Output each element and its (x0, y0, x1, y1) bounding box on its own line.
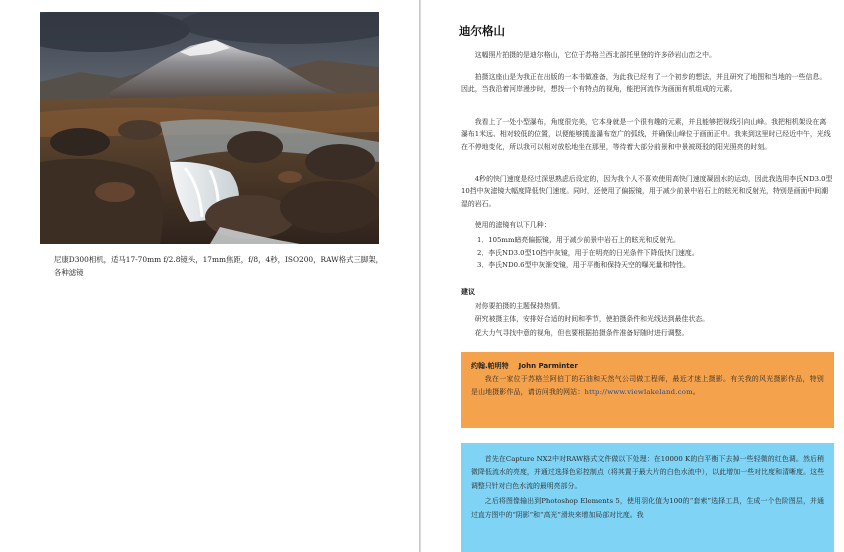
author-bio (471, 373, 824, 399)
processing-paragraph: 之后将图像输出到Photoshop Elements 5，使用羽化值为100的“套索”选择工具，生成一个色阶图层，并通过直方图中的“阴影”和“高光”滑块来增加局部对比度。我 (471, 497, 824, 519)
author-name-en: John Parminter (518, 362, 578, 370)
author-bio-end: 。 (692, 388, 700, 396)
photo-caption: 尼康D300相机，适马17-70mm f/2.8镜头，17mm焦距，f/8，4秒，ISO200，RAW格式三脚架，各种滤镜 (54, 255, 384, 278)
author-bio-text: 我在一家位于苏格兰阿伯丁的石油和天然气公司做工程师，最近才迷上摄影。有关我的风光摄影作品，特别是山地摄影作品，请访问我的网站： (471, 375, 824, 396)
body-paragraph: 我看上了一处小型瀑布，角度很完美，它本身就是一个很有趣的元素，并且能够把视线引向山峰。我把相机架设在离瀑布1米远、相对较低的位置，以便能够揽盖瀑布宽广的弧线，并确保山峰位于画面正中。我来到这里时已经近中午，光线在不停地变化，所以我可以相对放松地坐在那里，等待着大部分前景和中景被斑驳的阳光照亮的时刻。 (461, 118, 831, 151)
processing-paragraph: 首先在Capture NX2中对RAW格式文件做以下处理：在10000 K的白平衡下去掉一些轻微的红色调。然后稍微降低流水的亮度，并通过选择色彩控制点（将其置于最大片的白色水流中），以此增加一些对比度和清晰度。这些调整只针对白色水流的最明亮部分。 (471, 455, 824, 490)
author-box (461, 352, 834, 428)
processing-box (461, 443, 834, 552)
filters-intro: 使用的滤镜有以下几种： (474, 221, 551, 229)
list-item: 1．105mm暗亮偏振镜，用于减少前景中岩石上的眩光和反射光。 (477, 236, 680, 244)
body-paragraph: 4秒的快门速度是经过深思熟虑后设定的，因为我个人不喜欢使用高快门速度凝固水的运动，因此我选用李氏ND3.0型10挡中灰滤镜大幅度降低快门速度。同时，还使用了偏振镜，用于减少前景中岩石上的眩光和反射光，特别是画面中间潮湿的岩石。 (461, 175, 833, 208)
photo-illustration (40, 12, 379, 244)
intro-paragraph: 这幅照片拍摄的是迪尔格山，它位于苏格兰西北部托里登的许多砂岩山峦之中。 (474, 51, 716, 59)
website-link[interactable]: http://www.viewlakeland.com (584, 388, 693, 396)
list-item: 花大力气寻找中意的视角，但也要根据拍摄条件准备好随时进行调整。 (474, 328, 689, 337)
body-paragraph: 拍摄这座山是为我正在出版的一本书做准备，为此我已经有了一个初步的想法，并且研究了地图和当地的一些信息。因此，当我沿着河岸漫步时，想找一个有特点的视角，能把河流作为画面有机组成的元素。 (461, 73, 827, 94)
list-item: 对你要拍摄的主题保持热情。 (474, 302, 565, 310)
left-page (0, 0, 419, 552)
filter-list (461, 234, 833, 272)
author-name-cn: 约翰.帕明特 (471, 362, 509, 370)
right-page (421, 0, 844, 552)
list-item: 3．李氏ND0.6型中灰渐变镜，用于平衡和保持天空的曝光量和特性。 (477, 261, 690, 270)
tips-heading: 建议 (461, 288, 475, 296)
list-item: 研究被摄主体，安排好合适的时间和季节，使拍摄条件和光线达到最佳状态。 (474, 315, 710, 324)
tips-list (461, 300, 833, 340)
article-title: 迪尔格山 (459, 24, 505, 38)
landscape-photo (40, 12, 379, 244)
list-item: 2．李氏ND3.0型10挡中灰镜，用于在明亮的日光条件下降低快门速度。 (477, 248, 699, 257)
author-name (471, 361, 824, 371)
